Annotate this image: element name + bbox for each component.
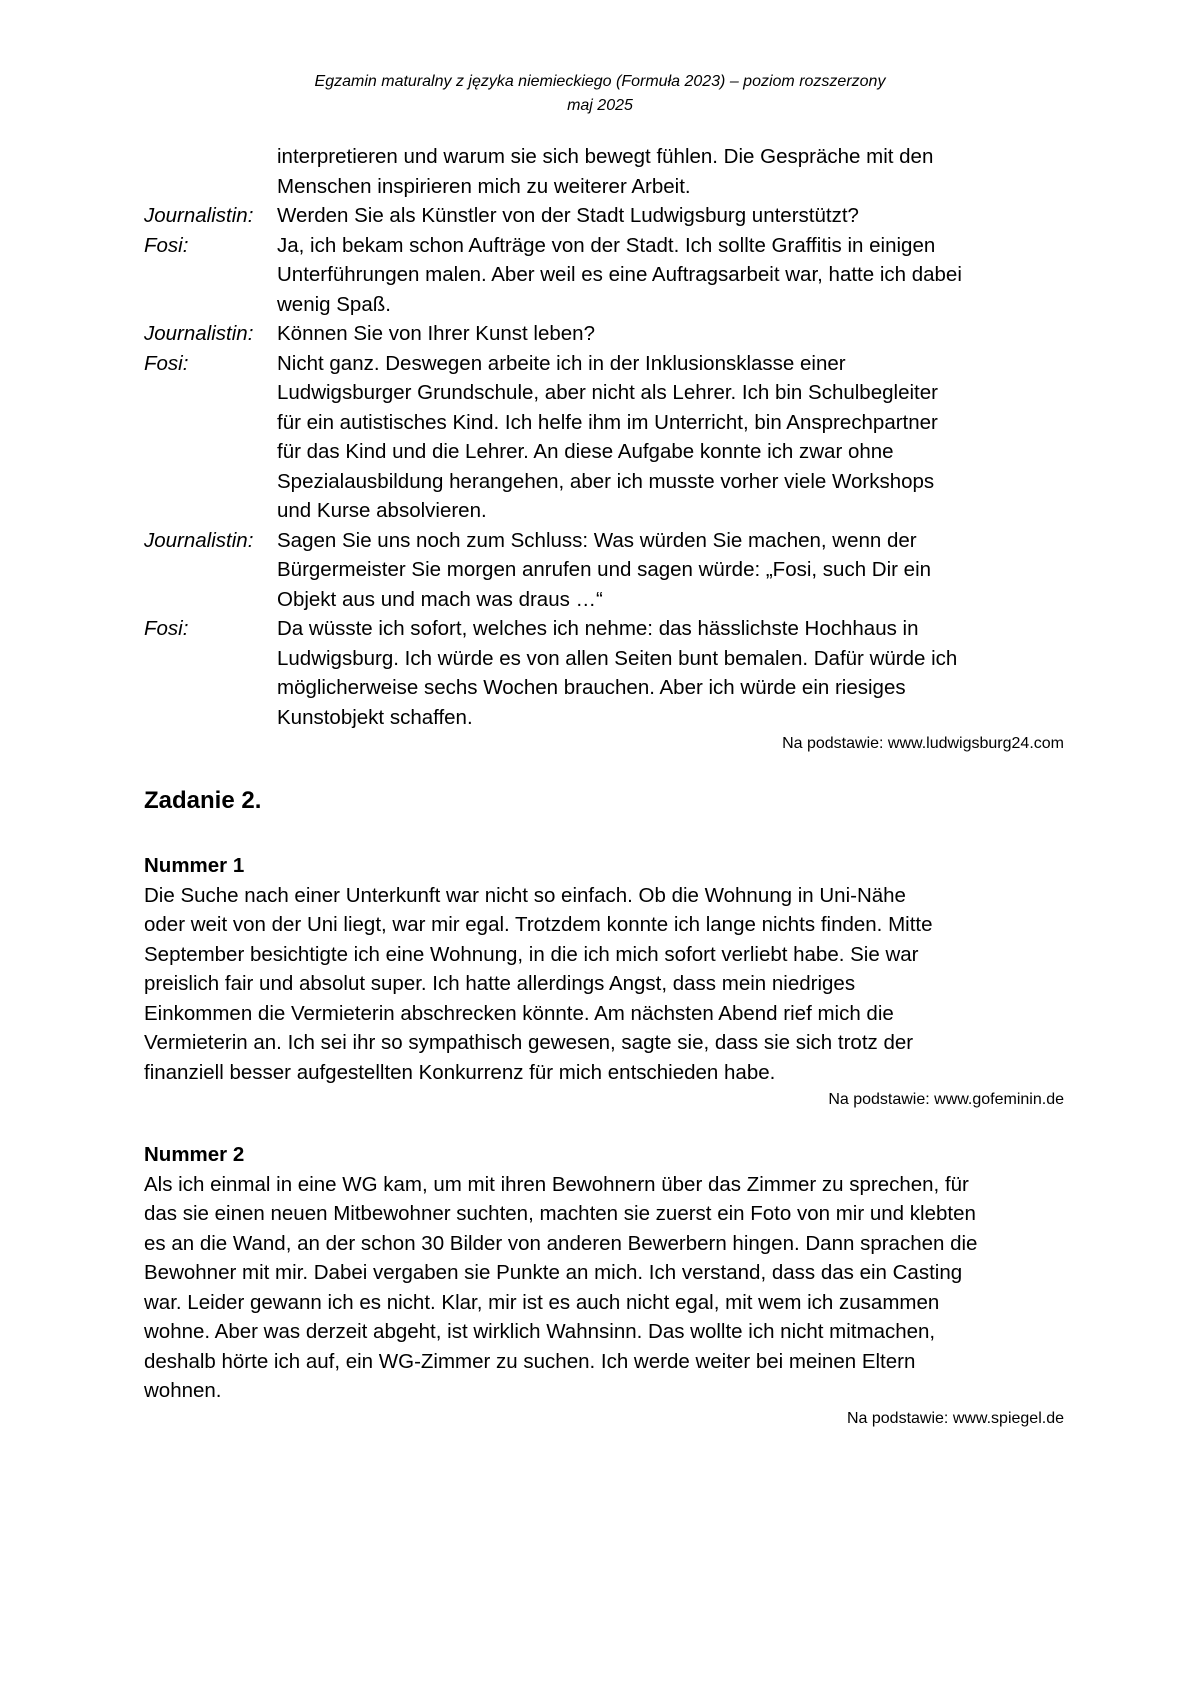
exam-title: Egzamin maturalny z języka niemieckiego (Formuła 2023) – poziom rozszerzony	[314, 73, 886, 90]
speech-line: möglicherweise sechs Wochen brauchen. Aber ich würde ein riesiges	[277, 676, 906, 699]
dialogue-turn	[144, 526, 1064, 615]
speaker-label: Fosi:	[144, 351, 189, 375]
dialogue-turn	[144, 349, 1064, 526]
section-body	[144, 1170, 1064, 1406]
speech-line: Objekt aus und mach was draus …“	[277, 587, 603, 611]
source-citation: Na podstawie: www.spiegel.de	[846, 1409, 1064, 1427]
speech-text	[277, 319, 1064, 349]
speech-text	[277, 201, 1064, 231]
speech-line: für das Kind und die Lehrer. An diese Aufgabe konnte ich zwar ohne	[277, 440, 894, 463]
body-line: Bewohner mit mir. Dabei vergaben sie Punkte an mich. Ich verstand, dass das ein Casting	[144, 1261, 963, 1284]
dialogue-turn	[144, 231, 1064, 320]
body-line: es an die Wand, an der schon 30 Bilder von anderen Bewerbern hingen. Dann sprachen die	[144, 1231, 978, 1255]
body-line: finanziell besser aufgestellten Konkurrenz für mich entschieden habe.	[144, 1060, 776, 1084]
speaker-label: Journalistin:	[144, 528, 254, 552]
body-line: wohnen.	[144, 1379, 222, 1402]
dialogue-turn	[144, 201, 1064, 231]
speaker-label: Journalistin:	[144, 204, 254, 227]
body-line: September besichtigte ich eine Wohnung, in die ich mich sofort verliebt habe. Sie war	[144, 942, 919, 966]
text-section-2	[144, 1140, 1064, 1430]
speech-line: Sagen Sie uns noch zum Schluss: Was würden Sie machen, wenn der	[277, 528, 917, 552]
body-line: Die Suche nach einer Unterkunft war nicht so einfach. Ob die Wohnung in Uni-Nähe	[144, 883, 906, 907]
speech-text	[277, 142, 1064, 201]
section-body	[144, 881, 1064, 1088]
speech-line: Unterführungen malen. Aber weil es eine Auftragsarbeit war, hatte ich dabei	[277, 263, 962, 286]
body-line: deshalb hörte ich auf, ein WG-Zimmer zu suchen. Ich werde weiter bei meinen Eltern	[144, 1349, 916, 1373]
speech-line: Da wüsste ich sofort, welches ich nehme: das hässlichste Hochhaus in	[277, 617, 919, 640]
page-header	[0, 70, 1200, 118]
speaker-label: Fosi:	[144, 617, 189, 640]
body-line: Vermieterin an. Ich sei ihr so sympathisch gewesen, sagte sie, dass sie sich trotz der	[144, 1031, 914, 1054]
interview-dialogue	[144, 142, 1064, 732]
dialogue-turn	[144, 142, 1064, 201]
speaker-label: Journalistin:	[144, 322, 254, 345]
body-line: Als ich einmal in eine WG kam, um mit ihren Bewohnern über das Zimmer zu sprechen, für	[144, 1172, 969, 1196]
dialogue-turn	[144, 614, 1064, 732]
speech-text	[277, 614, 1064, 732]
section-title: Nummer 1	[144, 854, 245, 877]
speech-line: Ja, ich bekam schon Aufträge von der Stadt. Ich sollte Graffitis in einigen	[277, 233, 936, 257]
speech-line: Menschen inspirieren mich zu weiterer Arbeit.	[277, 174, 691, 198]
exam-date: maj 2025	[567, 97, 633, 114]
body-line: oder weit von der Uni liegt, war mir egal. Trotzdem konnte ich lange nichts finden. Mitte	[144, 913, 933, 936]
speech-text	[277, 231, 1064, 320]
speech-line: Ludwigsburg. Ich würde es von allen Seiten bunt bemalen. Dafür würde ich	[277, 646, 958, 670]
speech-line: Kunstobjekt schaffen.	[277, 705, 473, 729]
speech-line: Spezialausbildung herangehen, aber ich musste vorher viele Workshops	[277, 469, 935, 493]
speech-text	[277, 526, 1064, 615]
speech-line: interpretieren und warum sie sich bewegt fühlen. Die Gespräche mit den	[277, 145, 934, 168]
text-section-1	[144, 851, 1064, 1111]
speech-line: wenig Spaß.	[277, 292, 391, 316]
speech-line: für ein autistisches Kind. Ich helfe ihm im Unterricht, bin Ansprechpartner	[277, 410, 938, 434]
body-line: das sie einen neuen Mitbewohner suchten, machten sie zuerst ein Foto von mir und klebten	[144, 1202, 976, 1225]
speech-text	[277, 349, 1064, 526]
source-citation: Na podstawie: www.gofeminin.de	[828, 1091, 1064, 1108]
speech-line: Können Sie von Ihrer Kunst leben?	[277, 322, 595, 345]
source-citation: Na podstawie: www.ludwigsburg24.com	[782, 735, 1064, 752]
speech-line: Ludwigsburger Grundschule, aber nicht als Lehrer. Ich bin Schulbegleiter	[277, 381, 938, 404]
speech-line: und Kurse absolvieren.	[277, 499, 487, 522]
speaker-label: Fosi:	[144, 233, 189, 257]
speech-line: Bürgermeister Sie morgen anrufen und sagen würde: „Fosi, such Dir ein	[277, 558, 932, 581]
dialogue-turn	[144, 319, 1064, 349]
section-title: Nummer 2	[144, 1143, 245, 1166]
body-line: preislich fair und absolut super. Ich hatte allerdings Angst, dass mein niedriges	[144, 972, 856, 995]
task-title: Zadanie 2.	[144, 787, 262, 814]
body-line: Einkommen die Vermieterin abschrecken könnte. Am nächsten Abend rief mich die	[144, 1001, 894, 1025]
speech-line: Nicht ganz. Deswegen arbeite ich in der Inklusionsklasse einer	[277, 351, 846, 375]
speech-line: Werden Sie als Künstler von der Stadt Ludwigsburg unterstützt?	[277, 204, 859, 227]
body-line: wohne. Aber was derzeit abgeht, ist wirklich Wahnsinn. Das wollte ich nicht mitmachen,	[144, 1320, 936, 1343]
body-line: war. Leider gewann ich es nicht. Klar, mir ist es auch nicht egal, mit wem ich zusammen	[144, 1290, 940, 1314]
